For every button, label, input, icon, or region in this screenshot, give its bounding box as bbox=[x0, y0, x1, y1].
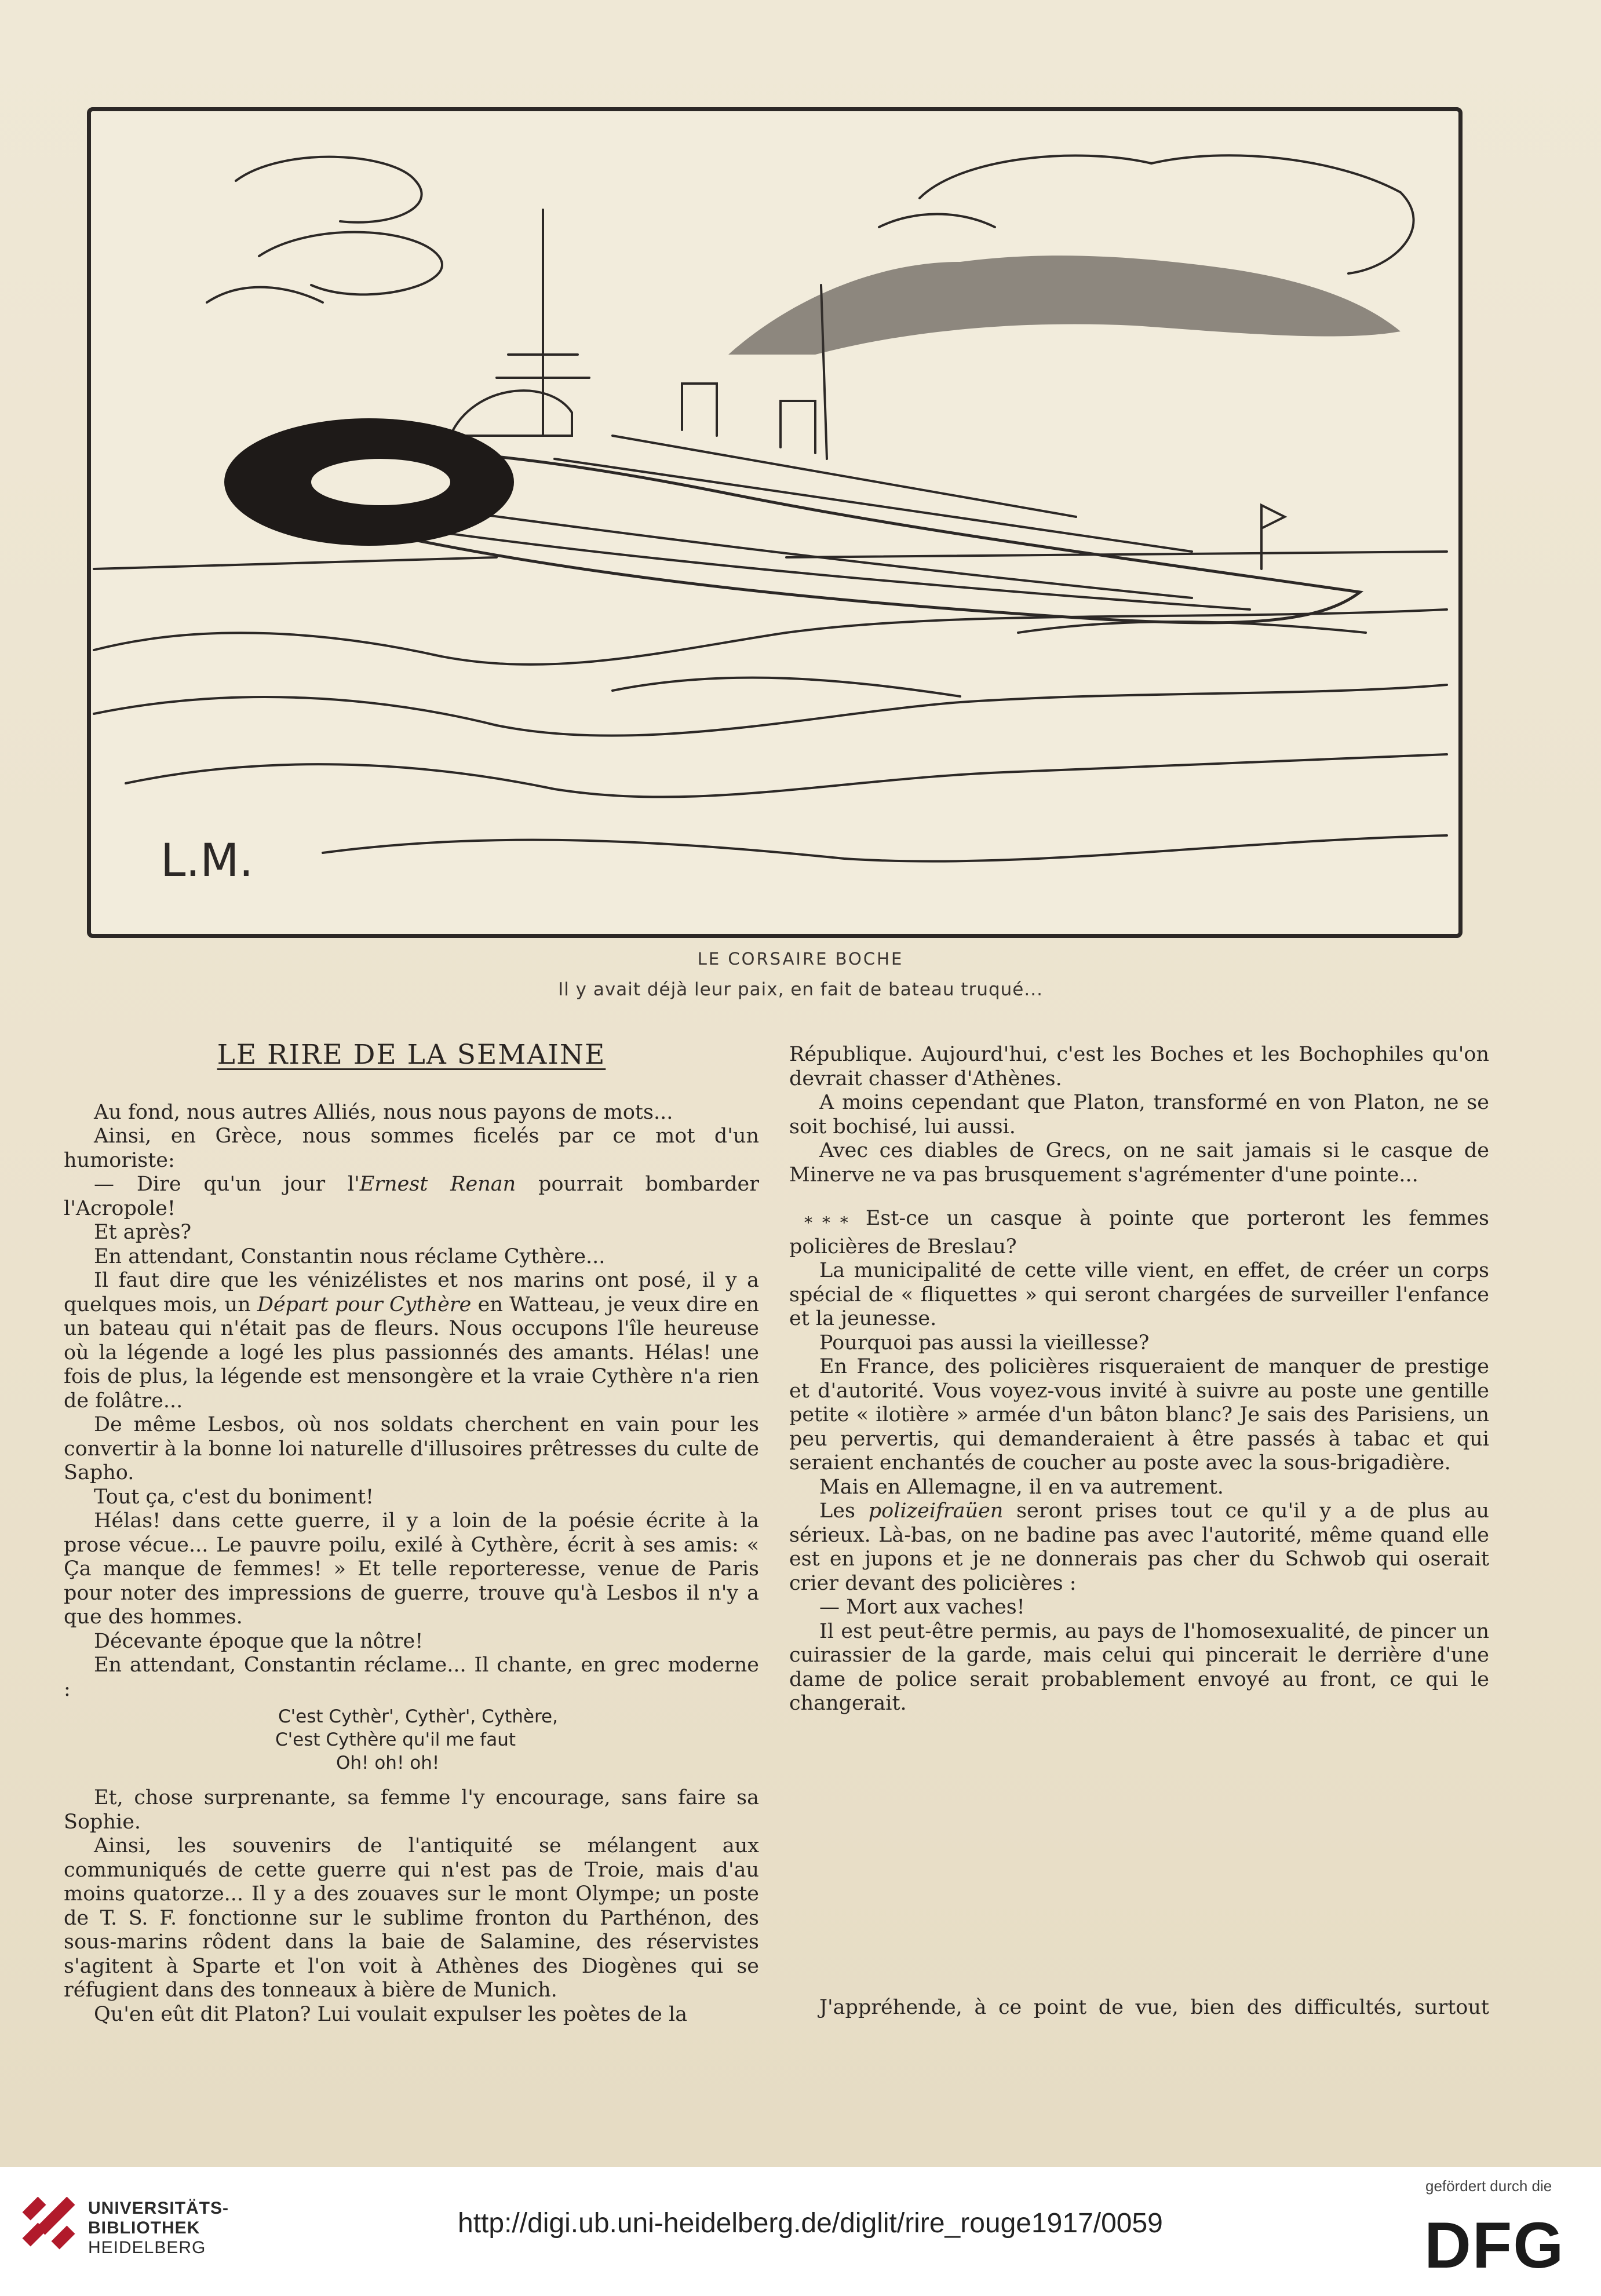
paragraph: De même Lesbos, où nos soldats cherchent en vain pour les convertir à la bonne loi naturelle d'illusoires prêtresses du culte de Sapho. bbox=[64, 1413, 759, 1484]
ship-drawing bbox=[91, 111, 1450, 926]
poem bbox=[64, 1705, 759, 1775]
paragraph: Pourquoi pas aussi la vieillesse? bbox=[819, 1331, 1150, 1355]
paragraph: Hélas! dans cette guerre, il y a loin de la poésie écrite à la prose vécue... Le pauvre poilu, exilé à Cythère, écrit à ses amis: « Ça manque de femmes! » Et telle reporteresse, venue de Paris pour noter des impressions de guerre, trouve qu'à Lesbos il n'y a que des hommes. bbox=[64, 1509, 759, 1629]
paragraph: Décevante époque que la nôtre! bbox=[94, 1629, 424, 1653]
paragraph: Il faut dire que les vénizélistes et nos marins ont posé, il y a quelques mois, un Départ pour Cythère en Watteau, je veux dire en un bateau qui n'était pas de fleurs. Nous occupons l'île heureuse où la légende a logé les plus passionnés des amants. Hélas! une fois de plus, la légende est mensongère et la vraie Cythère n'a rien de folâtre... bbox=[64, 1269, 759, 1412]
university-library-logo-icon bbox=[17, 2197, 81, 2261]
paragraph: * * * Est-ce un casque à pointe que porteront les femmes policières de Breslau? bbox=[789, 1207, 1489, 1258]
right-column bbox=[789, 1043, 1489, 1716]
article-heading: LE RIRE DE LA SEMAINE bbox=[217, 1039, 606, 1071]
paragraph: En attendant, Constantin nous réclame Cythère... bbox=[94, 1244, 606, 1268]
poem-line: C'est Cythèr', Cythèr', Cythère, bbox=[278, 1706, 558, 1727]
paragraph: Au fond, nous autres Alliés, nous nous payons de mots... bbox=[94, 1100, 673, 1124]
funded-by-label: gefördert durch die bbox=[1425, 2177, 1552, 2195]
poem-line: C'est Cythère qu'il me faut bbox=[275, 1729, 516, 1750]
paragraph: Qu'en eût dit Platon? Lui voulait expulser les poètes de la bbox=[94, 2002, 688, 2026]
paragraph: Il est peut-être permis, au pays de l'homosexualité, de pincer un cuirassier de la garde, mais celui qui pincerait le derrière d'une dame de police serait probablement envoyé au front, ce qui le changerait. bbox=[789, 1619, 1489, 1715]
paragraph: Ainsi, les souvenirs de l'antiquité se mélangent aux communiqués de cette guerre qui n'est pas de Troie, mais d'au moins quatorze... Il y a des zouaves sur le mont Olympe; un poste de T. S. F. fonctionne sur le sublime fronton du Parthénon, des sous-marins rôdent dans la baie de Salamine, des réservistes s'agitent à Sparte et l'on voit à Athènes des Diogènes qui se réfugient dans des tonneaux à bière de Munich. bbox=[64, 1834, 759, 2002]
section-separator: * * * bbox=[804, 1213, 851, 1232]
paragraph: Tout ça, c'est du boniment! bbox=[94, 1485, 374, 1509]
dfg-logo: DFG bbox=[1424, 2209, 1565, 2282]
poem-line: Oh! oh! oh! bbox=[336, 1753, 440, 1773]
paragraph: La municipalité de cette ville vient, en effet, de créer un corps spécial de « fliquettes » qui seront chargées de surveiller l'enfance et la jeunesse. bbox=[789, 1259, 1489, 1330]
paragraph: En attendant, Constantin réclame... Il chante, en grec moderne : bbox=[64, 1653, 759, 1701]
paragraph: Ainsi, en Grèce, nous sommes ficelés par ce mot d'un humoriste: bbox=[64, 1125, 759, 1172]
caption-subtitle: Il y avait déjà leur paix, en fait de bateau truqué... bbox=[558, 979, 1043, 1000]
paragraph: Les polizeifraüen seront prises tout ce qu'il y a de plus au sérieux. Là-bas, on ne badine pas avec l'autorité, même quand elle est en jupons et je ne donnerais pas cher du Schwob qui oserait crier devant des policières : bbox=[789, 1499, 1490, 1595]
library-name: UNIVERSITÄTS- BIBLIOTHEK HEIDELBERG bbox=[88, 2199, 229, 2257]
footer-bar bbox=[0, 2167, 1601, 2296]
paragraph: — Dire qu'un jour l'Ernest Renan pourrait bombarder l'Acropole! bbox=[64, 1173, 760, 1220]
signature: L.M. bbox=[161, 835, 254, 887]
paragraph-continued: J'appréhende, à ce point de vue, bien des difficultés, surtout bbox=[819, 1996, 1489, 2019]
paragraph: A moins cependant que Platon, transformé en von Platon, ne se soit bochisé, lui aussi. bbox=[789, 1091, 1489, 1138]
caption-title: LE CORSAIRE BOCHE bbox=[697, 949, 904, 969]
paragraph: Et après? bbox=[94, 1221, 192, 1244]
illustration-corsaire-boche bbox=[87, 107, 1463, 938]
paragraph: Avec ces diables de Grecs, on ne sait jamais si le casque de Minerve ne va pas brusquement s'agrémenter d'une pointe... bbox=[789, 1139, 1489, 1187]
source-url-link[interactable]: http://digi.ub.uni-heidelberg.de/diglit/rire_rouge1917/0059 bbox=[458, 2208, 1163, 2239]
paragraph: République. Aujourd'hui, c'est les Boches et les Bochophiles qu'on devrait chasser d'Athènes. bbox=[789, 1043, 1489, 1090]
paragraph: En France, des policières risqueraient de manquer de prestige et d'autorité. Vous voyez-vous invité à suivre au poste une gentille petite « ilotière » armée d'un bâton blanc? Je sais des Parisiens, un peu pervertis, qui demanderaient à être passés à tabac et qui seraient enchantés de coucher au poste avec la sous-brigadière. bbox=[789, 1355, 1489, 1474]
left-column bbox=[64, 1039, 760, 2027]
paragraph: Mais en Allemagne, il en va autrement. bbox=[819, 1475, 1224, 1499]
paragraph: Et, chose surprenante, sa femme l'y encourage, sans faire sa Sophie. bbox=[64, 1786, 759, 1834]
paragraph: — Mort aux vaches! bbox=[819, 1596, 1025, 1619]
